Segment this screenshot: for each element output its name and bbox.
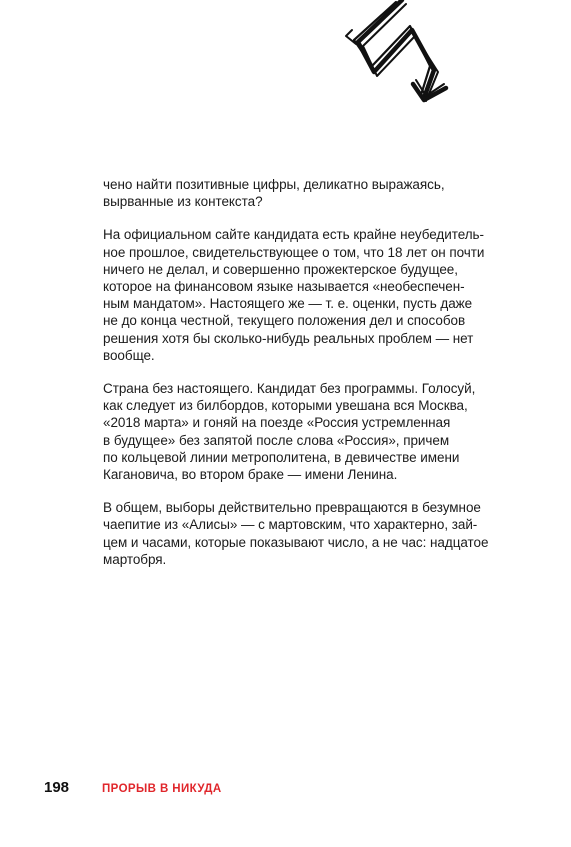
- body-text: [103, 176, 488, 584]
- text-line: как следует из билбордов, которыми увешана вся Москва,: [103, 398, 468, 414]
- text-line: ничего не делал, и совершенно прожектерское будущее,: [103, 261, 458, 277]
- text-line: не до конца честной, текущего положения дел и способов: [103, 313, 466, 329]
- text-line: Кагановича, во втором браке — имени Ленина.: [103, 467, 398, 483]
- paragraph: [103, 176, 488, 210]
- text-line: ным мандатом». Настоящего же — т. е. оценки, пусть даже: [103, 296, 473, 312]
- text-line: которое на финансовом языке называется «необеспечен-: [103, 279, 465, 295]
- text-line: На официальном сайте кандидата есть крайне неубедитель-: [103, 227, 484, 243]
- paragraph: [103, 499, 488, 568]
- text-line: решения хотя бы сколько-нибудь реальных проблем — нет: [103, 330, 474, 346]
- text-line: ное прошлое, свидетельствующее о том, что 18 лет он почти: [103, 244, 485, 260]
- text-line: в будущее» без запятой после слова «Россия», причем: [103, 432, 450, 448]
- paragraph: [103, 226, 488, 364]
- text-line: В общем, выборы действительно превращаются в безумное: [103, 500, 481, 516]
- running-title: ПРОРЫВ В НИКУДА: [102, 783, 222, 795]
- text-line: мартобря.: [103, 551, 167, 567]
- text-line: чено найти позитивные цифры, деликатно выражаясь,: [103, 177, 445, 192]
- page-footer: [44, 779, 222, 799]
- page-number: 198: [44, 779, 70, 796]
- text-line: вообще.: [103, 347, 155, 363]
- text-line: чаепитие из «Алисы» — с мартовским, что характерно, зай-: [103, 517, 478, 533]
- zigzag-arrow-icon: [330, 0, 470, 112]
- paragraph: [103, 380, 488, 483]
- text-line: Страна без настоящего. Кандидат без программы. Голосуй,: [103, 381, 476, 397]
- text-line: вырванные из контекста?: [103, 194, 263, 210]
- text-line: «2018 марта» и гоняй на поезде «Россия устремленная: [103, 415, 451, 431]
- text-line: по кольцевой линии метрополитена, в девичестве имени: [103, 449, 460, 465]
- text-line: цем и часами, которые показывают число, а не час: надцатое: [103, 534, 489, 550]
